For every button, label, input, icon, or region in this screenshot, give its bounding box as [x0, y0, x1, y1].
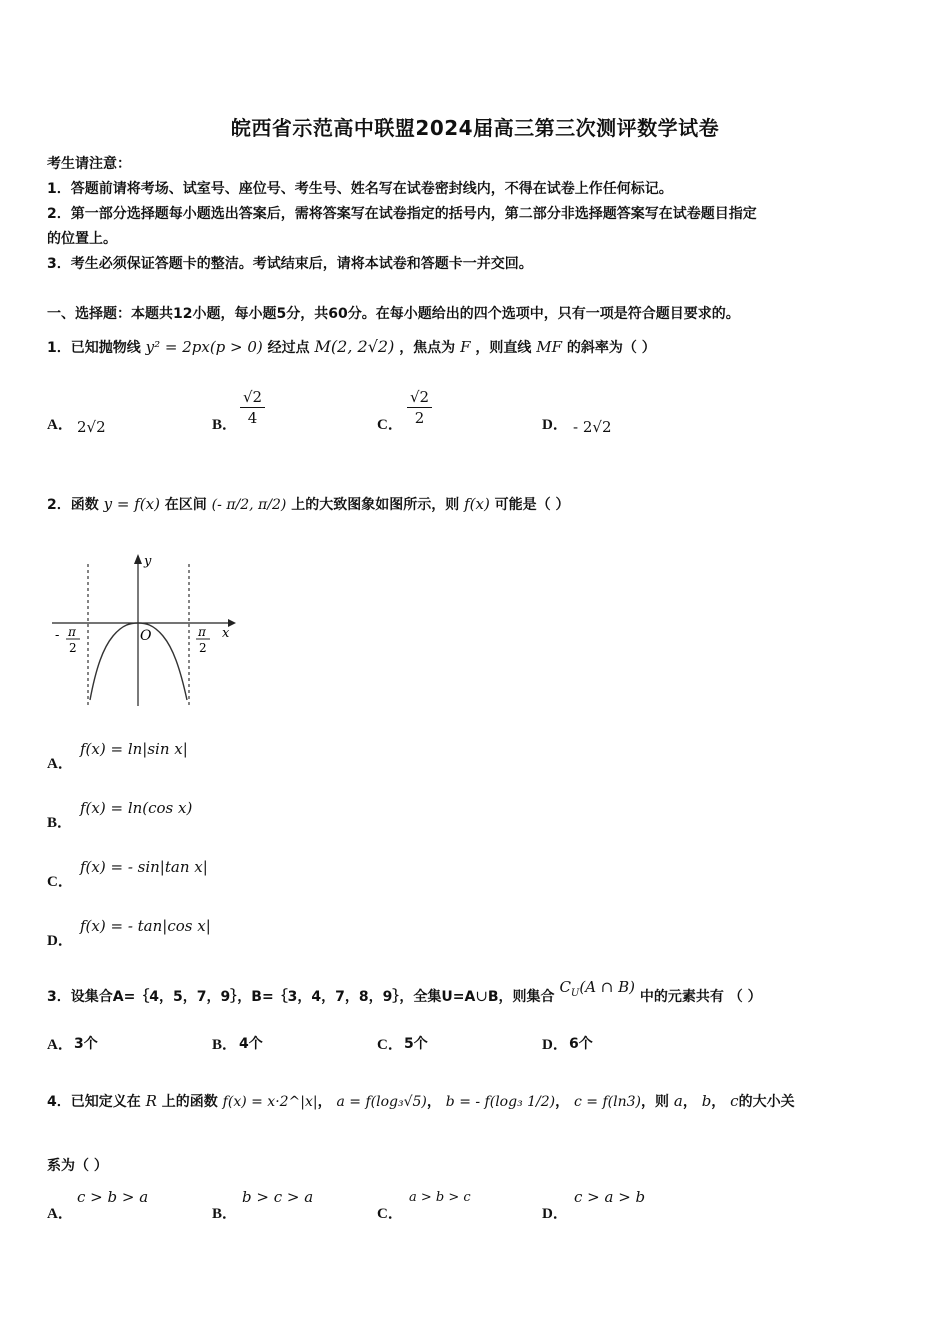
notice-item: 的位置上。	[47, 231, 117, 247]
question-2	[47, 490, 570, 519]
notice-item: 3．考生必须保证答题卡的整洁。考试结束后，请将本试卷和答题卡一并交回。	[47, 256, 533, 272]
complement-symbol: C	[559, 978, 571, 996]
q4-var-b: b	[701, 1092, 712, 1110]
option-label: A．	[47, 417, 73, 433]
q4-c-definition: c = f(ln3)	[574, 1094, 641, 1110]
neg-sign: -	[55, 628, 60, 643]
q2-option-d: f(x) = - tan|cos x|	[80, 917, 211, 935]
option-label: C．	[377, 417, 403, 433]
q4-separator: ，	[317, 1094, 332, 1110]
q3-text: B，则集合	[487, 989, 555, 1005]
q1-parabola-equation: y² = 2px(p > 0)	[145, 338, 263, 356]
q2-function: y = f(x)	[103, 495, 160, 513]
q1-text: ，则直线	[475, 340, 532, 356]
q3-option-c: 5个	[404, 1036, 428, 1052]
x-label: x	[222, 626, 230, 641]
q2-text: 上的大致图象如图所示，则	[291, 497, 460, 513]
notice-item: 2．第一部分选择题每小题选出答案后，需将答案写在试卷指定的括号内，第二部分非选择题答案写在试卷题目指定	[47, 206, 757, 222]
subscript-u: U	[570, 988, 580, 999]
option-label: B．	[212, 1206, 238, 1222]
q1-text: 经过点	[267, 340, 310, 356]
notice-item: 1．答题前请将考场、试室号、座位号、考生号、姓名写在试卷密封线内，不得在试卷上作任何标记。	[47, 181, 673, 197]
page-title: 皖西省示范高中联盟2024届高三第三次测评数学试卷	[230, 116, 720, 140]
option-label: D．	[542, 417, 568, 433]
tick-pi-right: π	[198, 625, 206, 639]
option-label: A．	[47, 1206, 73, 1222]
tick-pi-left: π	[68, 625, 76, 639]
q4-separator: ，	[555, 1094, 570, 1110]
q2-function-graph	[48, 548, 238, 713]
q1-text: 1．已知抛物线	[47, 340, 141, 356]
fraction-numerator: √2	[407, 388, 432, 408]
option-label: C．	[47, 874, 73, 890]
q1-option-d: - 2√2	[573, 418, 612, 436]
q2-text: 2．函数	[47, 497, 99, 513]
q3-text: 中的元素共有 （ ）	[639, 989, 762, 1005]
q4-option-a: c > b > a	[77, 1188, 149, 1206]
q2-option-c: f(x) = - sin|tan x|	[80, 858, 208, 876]
option-label: D．	[542, 1037, 568, 1053]
q4-text: 的大小关	[738, 1094, 795, 1110]
q3-text: 3．设集合A=｛4，5，7，9｝，B=｛3，4，7，8，9｝，全集U=A	[47, 989, 476, 1005]
q1-text: ，焦点为	[399, 340, 456, 356]
section-heading: 一、选择题：本题共12小题，每小题5分，共60分。在每小题给出的四个选项中，只有一项是符合题目要求的。	[47, 306, 740, 322]
option-label: C．	[377, 1206, 403, 1222]
union-symbol: ∪	[475, 987, 488, 1005]
q4-option-d: c > a > b	[574, 1188, 646, 1206]
option-label: A．	[47, 1037, 73, 1053]
q4-separator: ，	[682, 1094, 697, 1110]
q1-point: M(2, 2√2)	[314, 337, 395, 356]
q2-option-b: f(x) = ln(cos x)	[80, 799, 193, 817]
option-label: A．	[47, 756, 73, 772]
tick-two-left: 2	[69, 641, 77, 655]
y-label: y	[144, 554, 152, 569]
tick-two-right: 2	[199, 641, 207, 655]
q4-separator: ，	[426, 1094, 441, 1110]
q4-separator: ，	[711, 1094, 726, 1110]
option-label: D．	[47, 933, 73, 949]
q2-option-a: f(x) = ln|sin x|	[80, 740, 188, 758]
q4-text: 4．已知定义在	[47, 1094, 141, 1110]
q4-text: 上的函数	[161, 1094, 218, 1110]
q4-function: f(x) = x·2^|x|	[222, 1094, 318, 1110]
fraction-denominator: 4	[247, 409, 258, 427]
q2-interval: (- π/2, π/2)	[211, 497, 287, 513]
option-label: B．	[212, 1037, 238, 1053]
q4-option-b: b > c > a	[242, 1188, 314, 1206]
option-label: B．	[47, 815, 73, 831]
notice-heading: 考生请注意：	[47, 156, 131, 172]
q2-text: 在区间	[164, 497, 207, 513]
q4-text: ，则	[640, 1094, 669, 1110]
q3-complement-set	[559, 978, 636, 999]
intersection-expr: (A ∩ B)	[579, 978, 636, 996]
q1-focus: F	[460, 338, 471, 356]
fraction-numerator: √2	[240, 388, 265, 408]
question-4	[47, 1088, 795, 1115]
q4-var-c: c	[730, 1092, 739, 1110]
q4-a-definition: a = f(log₃√5)	[336, 1094, 427, 1110]
y-axis-arrow	[134, 554, 142, 564]
option-label: D．	[542, 1206, 568, 1222]
q1-line: MF	[536, 338, 563, 356]
q4-option-c: a > b > c	[409, 1190, 471, 1205]
origin-label: O	[140, 628, 152, 644]
q4-b-definition: b = - f(log₃ 1/2)	[445, 1094, 556, 1110]
q2-fx: f(x)	[464, 495, 490, 513]
q1-option-c	[407, 388, 432, 427]
option-label: C．	[377, 1037, 403, 1053]
q2-text: 可能是（ ）	[494, 497, 570, 513]
question-1	[47, 333, 656, 362]
q4-real-set: R	[145, 1092, 157, 1110]
option-label: B．	[212, 417, 238, 433]
question-3	[47, 978, 762, 1014]
fraction-denominator: 2	[414, 409, 425, 427]
q3-option-a: 3个	[74, 1036, 98, 1052]
q4-var-a: a	[673, 1092, 683, 1110]
q4-text-continued: 系为（ ）	[47, 1158, 108, 1174]
q1-option-b	[240, 388, 265, 427]
q3-option-b: 4个	[239, 1036, 263, 1052]
q3-option-d: 6个	[569, 1036, 593, 1052]
q1-option-a: 2√2	[77, 418, 106, 436]
q1-text: 的斜率为（ ）	[566, 340, 656, 356]
